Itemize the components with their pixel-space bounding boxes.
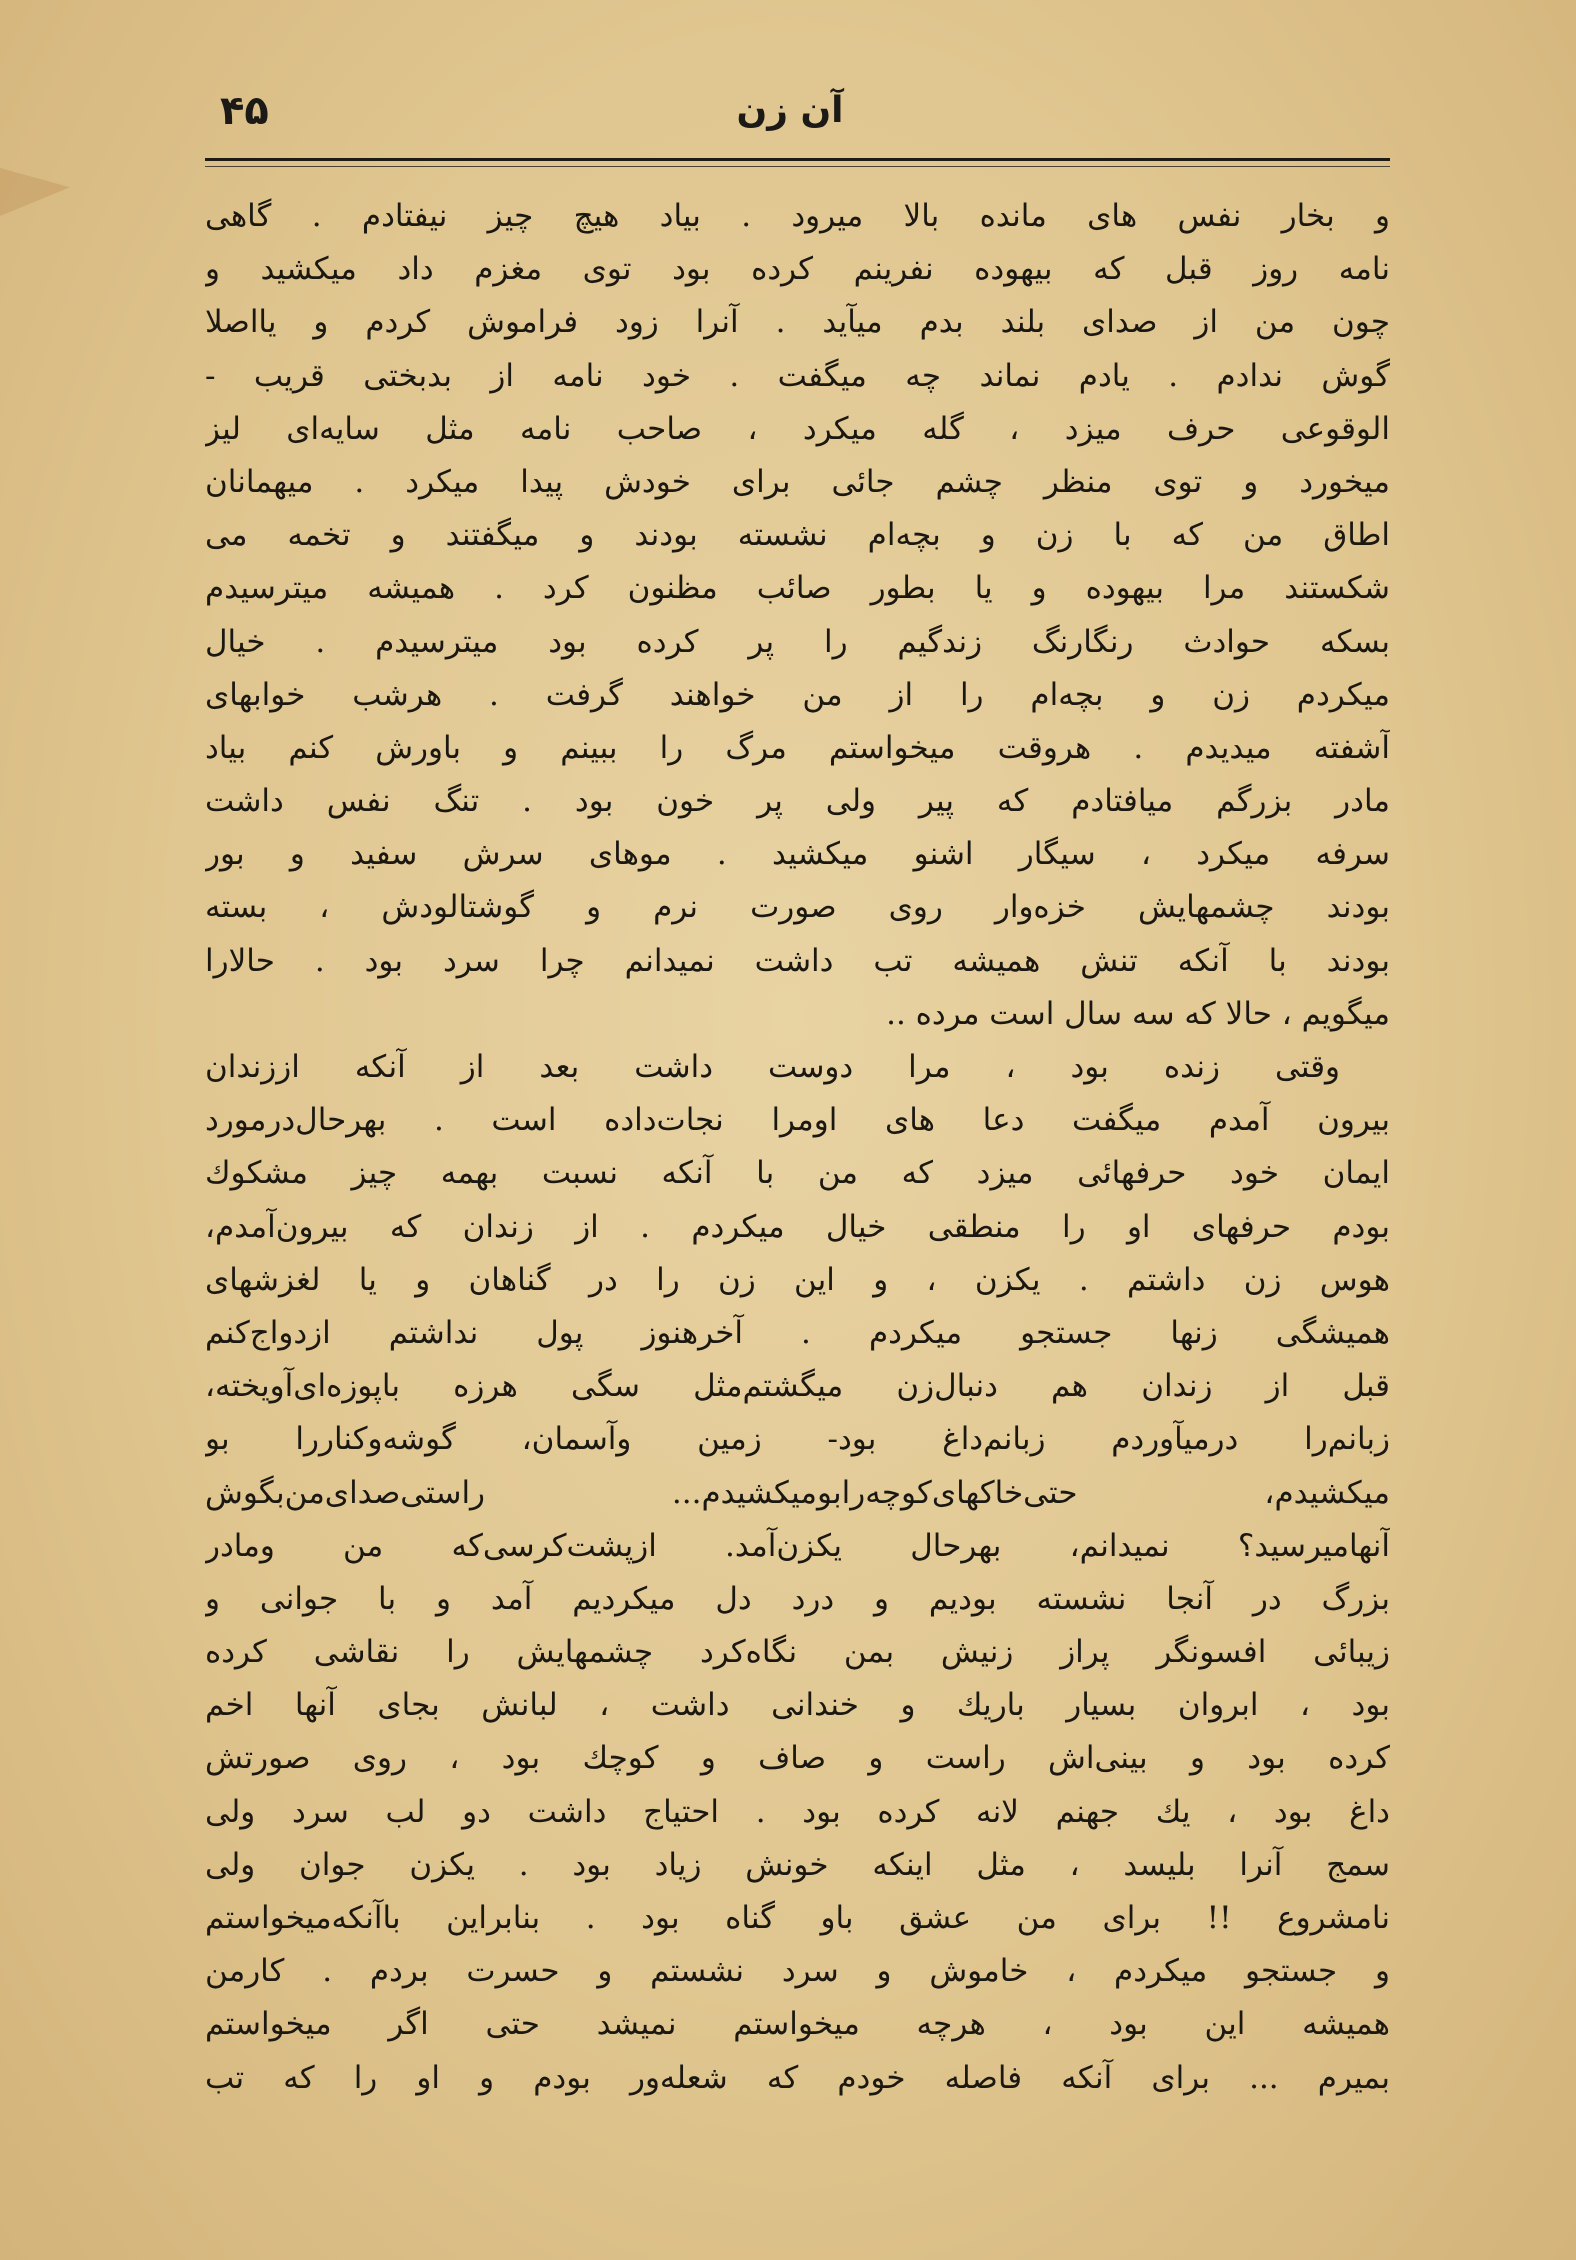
- text-line: نامشروع !! برای من عشق باو گناه بود . بنابراین باآنکه‌میخواستم: [205, 1900, 1390, 1936]
- text-line: نامه روز قبل که بیهوده نفرینم کرده بود توی مغزم داد میکشید و: [205, 251, 1390, 288]
- paragraph-1: [205, 190, 1390, 1041]
- text-line: میخورد و توی منظر چشم جائی برای خودش پیدا میکرد . میهمانان: [205, 463, 1390, 500]
- text-line: بودند با آنکه تنش همیشه تب داشت نمیدانم چرا سرد بود . حالارا: [205, 942, 1390, 979]
- text-line: میگویم ، حالا که سه سال است مرده ..: [886, 995, 1390, 1032]
- text-line: بودند چشمهایش خزه‌وار روی صورت نرم و گوشتالودش ، بسته: [205, 889, 1390, 926]
- text-line: ایمان خود حرفهائی میزد که من با آنکه نسبت بهمه چیز مشکوك: [205, 1155, 1390, 1192]
- text-line: کرده بود و بینی‌اش راست و صاف و کوچك بود ، روی صورتش: [205, 1740, 1390, 1777]
- text-line: همیشگی زنها جستجو میکردم . آخرهنوز پول نداشتم ازدواج‌کنم: [205, 1314, 1390, 1351]
- text-line: گوش ندادم . یادم نماند چه میگفت . خود نامه از بدبختی قریب -: [205, 357, 1390, 394]
- paragraph-2: [205, 1041, 1390, 2105]
- text-line: آشفته میدیدم . هروقت میخواستم مرگ را ببینم و باورش کنم بیاد: [205, 729, 1390, 766]
- body-text: [205, 190, 1390, 2105]
- page-header: [200, 78, 1380, 148]
- paper-tear-mark: [0, 168, 70, 216]
- text-line: آنهامیرسید؟ نمیدانم، بهرحال یکزن‌آمد. ازپشت‌کرسی‌که من ومادر: [205, 1527, 1390, 1564]
- running-title: آن زن: [736, 90, 844, 131]
- text-line: میکشیدم، حتی‌خاکهای‌کوچه‌رابومیکشیدم... راستی‌صدای‌من‌بگوش: [205, 1474, 1390, 1511]
- header-rule-thin: [205, 166, 1390, 167]
- text-line: بودم حرفهای او را منطقی خیال میکردم . از زندان که بیرون‌آمدم،: [205, 1208, 1390, 1245]
- text-line: قبل از زندان هم دنبال‌زن میگشتم‌مثل سگی هرزه باپوزه‌ای‌آویخته،: [205, 1368, 1390, 1405]
- text-line: مادر بزرگم میافتادم که پیر ولی پر خون بود . تنگ نفس داشت: [205, 783, 1390, 820]
- text-line: همیشه این بود ، هرچه میخواستم نمیشد حتی اگر میخواستم: [205, 2006, 1390, 2043]
- text-line: زیبائی افسونگر پراز زنیش بمن نگاه‌کرد چشمهایش را نقاشی کرده: [205, 1634, 1390, 1671]
- text-line: بیرون آمدم میگفت دعا های اومرا نجات‌داده است . بهرحال‌درمورد: [205, 1102, 1390, 1139]
- page-number: ۴۵: [220, 88, 269, 134]
- header-rule: [205, 158, 1390, 161]
- text-line: هوس زن داشتم . یکزن ، و این زن را در گناهان و یا لغزشهای: [205, 1261, 1390, 1298]
- text-line: و بخار نفس های مانده بالا میرود . بیاد هیچ چیز نیفتادم . گاهی: [205, 198, 1390, 234]
- text-line: و جستجو میکردم ، خاموش و سرد نشستم و حسرت بردم . کارمن: [205, 1953, 1390, 1990]
- text-line: چون من از صدای بلند بدم میآید . آنرا زود فراموش کردم و یااصلا: [205, 304, 1390, 341]
- text-line: بود ، ابروان بسیار باریك و خندانی داشت ، لبانش بجای آنها اخم: [205, 1687, 1390, 1724]
- text-line: داغ بود ، يك جهنم لانه کرده بود . احتیاج داشت دو لب سرد ولی: [205, 1793, 1390, 1830]
- text-line: زبانم‌را درمیآوردم زبانم‌داغ بود- زمین وآسمان، گوشه‌وکناررا بو: [205, 1421, 1390, 1458]
- text-line: بزرگ در آنجا نشسته بودیم و درد دل میکردیم آمد و با جوانی و: [205, 1580, 1390, 1617]
- text-line: وقتی زنده بود ، مرا دوست داشت بعد از آنکه اززندان: [205, 1049, 1340, 1085]
- text-line: بمیرم ... برای آنکه فاصله خودم که شعله‌ور بودم و او را که تب: [205, 2059, 1390, 2096]
- text-line: بسکه حوادث رنگارنگ زندگیم را پر کرده بود میترسیدم . خیال: [205, 623, 1390, 660]
- text-line: میکردم زن و بچه‌ام را از من خواهند گرفت . هرشب خوابهای: [205, 676, 1390, 713]
- text-line: الوقوعی حرف میزد ، گله میکرد ، صاحب نامه مثل سایه‌ای لیز: [205, 410, 1390, 447]
- text-line: سرفه میکرد ، سیگار اشنو میکشید . موهای سرش سفید و بور: [205, 836, 1390, 873]
- text-line: اطاق من که با زن و بچه‌ام نشسته بودند و میگفتند و تخمه می: [205, 517, 1390, 554]
- text-line: شکستند مرا بیهوده و یا بطور صائب مظنون کرد . همیشه میترسیدم: [205, 570, 1390, 607]
- text-line: سمج آنرا بلیسد ، مثل اینکه خونش زیاد بود . یکزن جوان ولی: [205, 1846, 1390, 1883]
